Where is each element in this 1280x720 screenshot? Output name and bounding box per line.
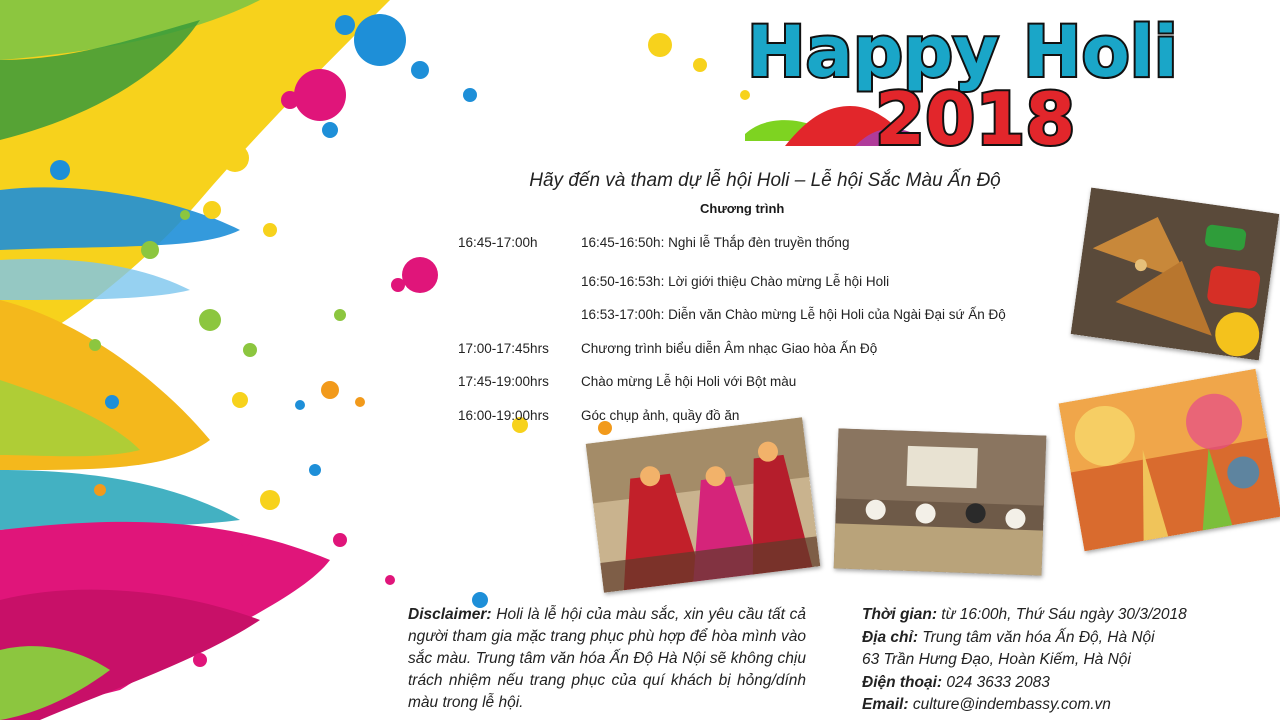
schedule-time-6: 16:00-19:00hrs: [458, 408, 549, 423]
schedule-item-4: Chương trình biểu diễn Âm nhạc Giao hòa Ấn Độ: [581, 341, 878, 356]
happy-holi-title: [745, 6, 1245, 156]
schedule-time-1: 16:45-17:00h: [458, 235, 538, 250]
event-info: [862, 604, 1272, 717]
schedule-time-5: 17:45-19:00hrs: [458, 374, 549, 389]
event-subtitle: Hãy đến và tham dự lễ hội Holi – Lễ hội Sắc Màu Ấn Độ: [529, 170, 1001, 191]
email-value: culture@indembassy.com.vn: [912, 696, 1111, 713]
address-line2: 63 Trần Hưng Đạo, Hoàn Kiếm, Hà Nội: [862, 651, 1131, 668]
schedule-item-3: 16:53-17:00h: Diễn văn Chào mừng Lễ hội Holi của Ngài Đại sứ Ấn Độ: [581, 307, 1006, 322]
title-line2: 2018: [875, 77, 1076, 156]
email-label: Email:: [862, 696, 909, 713]
disclaimer-label: Disclaimer:: [408, 606, 492, 623]
schedule-item-1: 16:45-16:50h: Nghi lễ Thắp đèn truyền thống: [581, 235, 850, 250]
address-line1: Trung tâm văn hóa Ấn Độ, Hà Nội: [922, 628, 1155, 646]
schedule-time-4: 17:00-17:45hrs: [458, 341, 549, 356]
schedule-item-2: 16:50-16:53h: Lời giới thiệu Chào mừng Lễ hội Holi: [581, 274, 890, 289]
disclaimer-text: Holi là lễ hội của màu sắc, xin yêu cầu tất cả người tham gia mặc trang phục phù hợp để hòa mình vào sắc màu. Trung tâm văn hóa Ấn Độ Hà Nội sẽ không chịu trách nhiệm nếu trang phục của quí khách bị hỏng/dính màu trong lễ hội.: [408, 606, 806, 711]
food-photo: [1071, 187, 1280, 360]
phone-label: Điện thoại:: [862, 673, 943, 691]
program-heading: Chương trình: [700, 201, 785, 216]
schedule-item-5: Chào mừng Lễ hội Holi với Bột màu: [581, 374, 797, 389]
title-line1: Happy Holi: [747, 11, 1178, 93]
festival-procession-photo: [586, 417, 821, 592]
phone-value: 024 3633 2083: [946, 673, 1050, 691]
time-value: từ 16:00h, Thứ Sáu ngày 30/3/2018: [941, 606, 1187, 623]
address-label: Địa chỉ:: [862, 628, 918, 646]
schedule-item-6: Góc chụp ảnh, quầy đồ ăn: [581, 408, 740, 423]
music-performance-photo: [834, 428, 1047, 575]
time-label: Thời gian:: [862, 606, 937, 623]
disclaimer: [408, 604, 806, 714]
